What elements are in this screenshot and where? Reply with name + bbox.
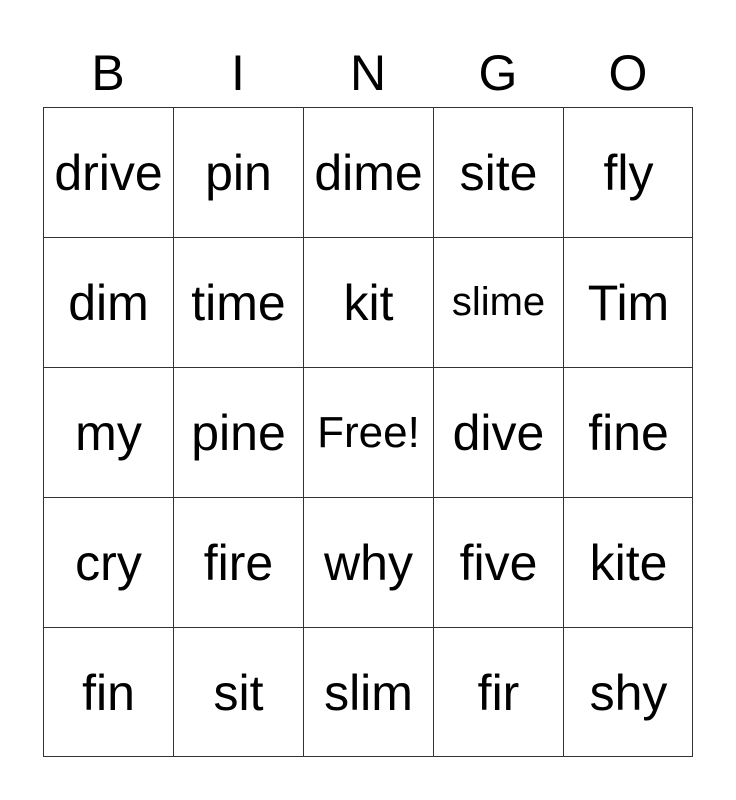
bingo-cell: pin xyxy=(173,107,303,237)
bingo-cell: fir xyxy=(433,627,563,757)
bingo-cell: fine xyxy=(563,367,693,497)
bingo-cell: my xyxy=(43,367,173,497)
bingo-cell: pine xyxy=(173,367,303,497)
bingo-cell: Tim xyxy=(563,237,693,367)
header-letter-o: O xyxy=(608,45,648,101)
bingo-cell: dim xyxy=(43,237,173,367)
bingo-cell: time xyxy=(173,237,303,367)
bingo-cell: fin xyxy=(43,627,173,757)
bingo-cell: dive xyxy=(433,367,563,497)
bingo-cell: slime xyxy=(433,237,563,367)
bingo-cell: dime xyxy=(303,107,433,237)
header-letter-i: I xyxy=(231,45,245,101)
bingo-cell: five xyxy=(433,497,563,627)
bingo-cell: slim xyxy=(303,627,433,757)
header-letter-n: N xyxy=(349,45,387,101)
bingo-header xyxy=(43,40,693,106)
bingo-cell: fire xyxy=(173,497,303,627)
bingo-cell: kit xyxy=(303,237,433,367)
bingo-cell: why xyxy=(303,497,433,627)
bingo-cell: site xyxy=(433,107,563,237)
bingo-cell: sit xyxy=(173,627,303,757)
bingo-cell: kite xyxy=(563,497,693,627)
header-letter-g: G xyxy=(478,45,518,101)
bingo-cell: fly xyxy=(563,107,693,237)
free-space: Free! xyxy=(303,367,433,497)
bingo-cell: cry xyxy=(43,497,173,627)
bingo-board xyxy=(43,107,693,757)
header-letter-b: B xyxy=(91,45,125,101)
bingo-cell: drive xyxy=(43,107,173,237)
bingo-cell: shy xyxy=(563,627,693,757)
